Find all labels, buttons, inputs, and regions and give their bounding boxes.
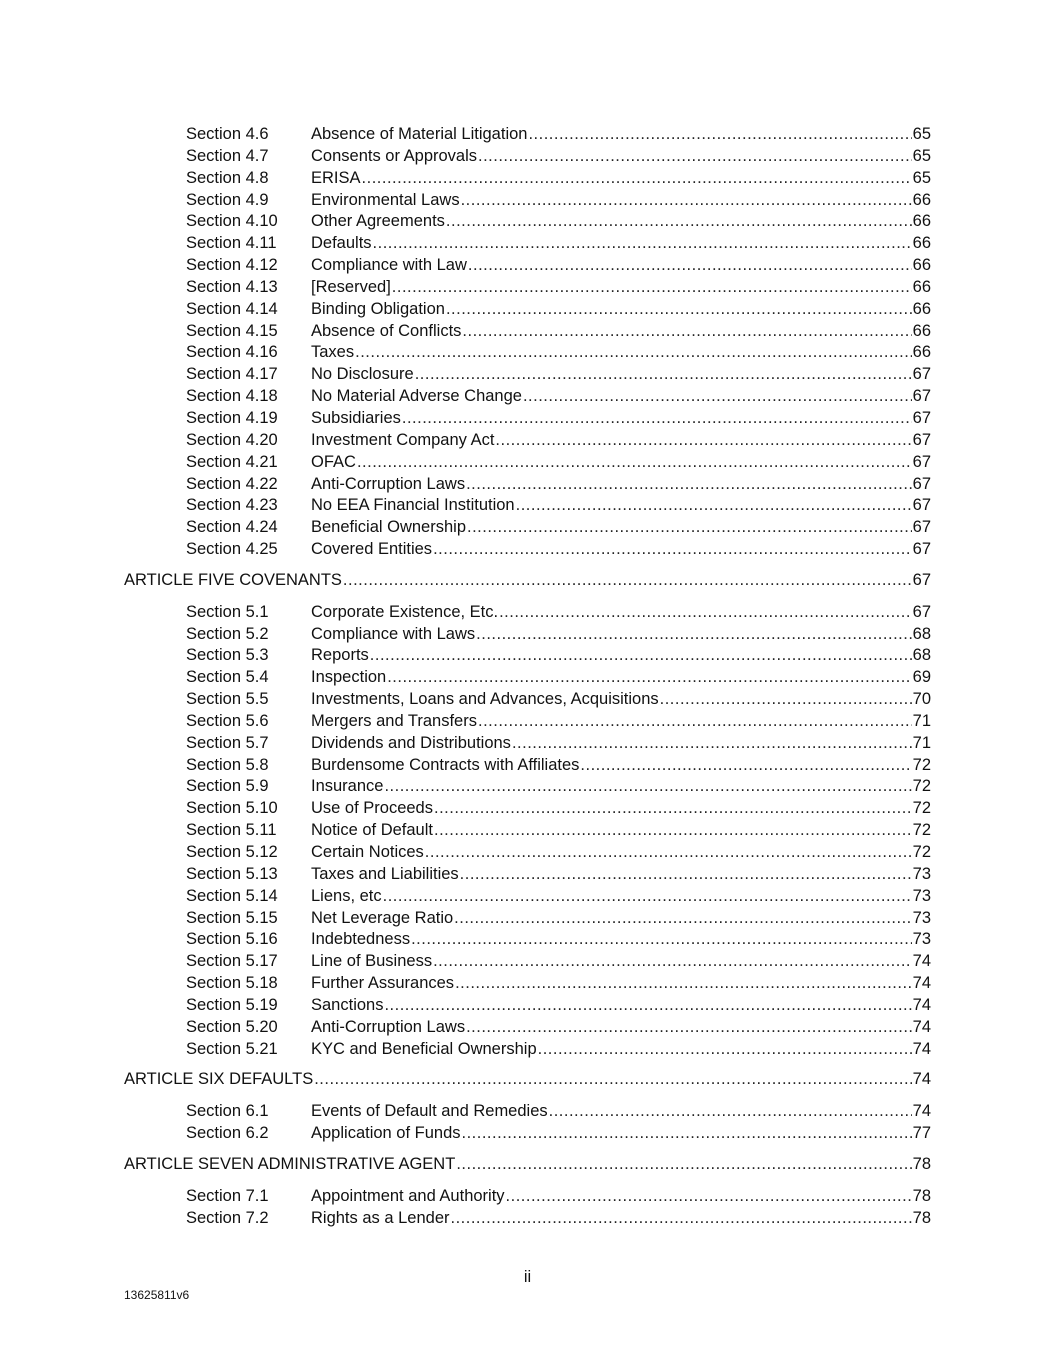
toc-section-entry	[311, 820, 931, 842]
toc-section-entry	[311, 255, 931, 277]
toc-section-row[interactable]	[0, 624, 1055, 646]
toc-section-title: Taxes	[311, 343, 355, 362]
toc-section-title: Liens, etc	[311, 886, 382, 905]
toc-section-entry	[311, 973, 931, 995]
toc-article-entry	[124, 570, 931, 592]
toc-section-row[interactable]	[0, 452, 1055, 474]
toc-section-label: Section 5.4	[186, 668, 269, 687]
toc-page-number: 74	[912, 1017, 931, 1036]
toc-section-title: Use of Proceeds	[311, 799, 433, 818]
toc-section-label: Section 4.8	[186, 168, 269, 187]
dot-leader	[478, 711, 912, 733]
toc-page-number: 73	[912, 864, 931, 883]
toc-article-title: ARTICLE SEVEN ADMINISTRATIVE AGENT	[124, 1154, 456, 1173]
toc-section-entry	[311, 364, 931, 386]
dot-leader	[446, 299, 912, 321]
toc-section-label: Section 5.21	[186, 1039, 278, 1058]
toc-section-label: Section 5.8	[186, 755, 269, 774]
toc-section-label: Section 5.18	[186, 974, 278, 993]
toc-page-number: 78	[912, 1186, 931, 1205]
dot-leader	[476, 624, 911, 646]
toc-article-row[interactable]	[0, 570, 1055, 592]
page-number: ii	[523, 1268, 532, 1286]
toc-section-title: Investments, Loans and Advances, Acquisitions	[311, 690, 659, 709]
toc-section-title: Compliance with Law	[311, 256, 467, 275]
toc-section-row[interactable]	[0, 1208, 1055, 1230]
toc-section-row[interactable]	[0, 299, 1055, 321]
toc-section-entry	[311, 233, 931, 255]
toc-section-title: Notice of Default	[311, 821, 433, 840]
toc-page-number: 67	[912, 365, 931, 384]
toc-section-label: Section 6.1	[186, 1102, 269, 1121]
toc-section-label: Section 4.7	[186, 146, 269, 165]
toc-section-entry	[311, 689, 931, 711]
toc-article-row[interactable]	[0, 1069, 1055, 1091]
toc-page-number: 68	[912, 624, 931, 643]
toc-page-number: 68	[912, 646, 931, 665]
toc-section-row[interactable]	[0, 973, 1055, 995]
dot-leader	[466, 1017, 912, 1039]
toc-section-row[interactable]	[0, 517, 1055, 539]
toc-section-row[interactable]	[0, 474, 1055, 496]
toc-page-number: 74	[912, 1039, 931, 1058]
toc-section-title: Inspection	[311, 668, 387, 687]
toc-page-number: 66	[912, 212, 931, 231]
toc-section-entry	[311, 798, 931, 820]
toc-page-number: 78	[912, 1208, 931, 1227]
dot-leader	[549, 1101, 912, 1123]
toc-section-title: No EEA Financial Institution	[311, 496, 515, 515]
dot-leader	[362, 168, 912, 190]
toc-section-label: Section 5.12	[186, 843, 278, 861]
toc-page-number: 74	[912, 974, 931, 993]
toc-section-label: Section 7.2	[186, 1208, 269, 1227]
toc-section-title: Mergers and Transfers	[311, 711, 477, 730]
toc-section-label: Section 4.24	[186, 518, 278, 537]
toc-section-label: Section 5.15	[186, 908, 278, 927]
dot-leader	[384, 776, 911, 798]
toc-page-number: 67	[912, 408, 931, 427]
toc-section-label: Section 4.22	[186, 474, 278, 493]
toc-section-label: Section 7.1	[186, 1186, 269, 1205]
toc-section-row[interactable]	[0, 277, 1055, 299]
toc-page-number: 71	[912, 733, 931, 752]
toc-page-number: 67	[912, 570, 931, 589]
toc-section-title: No Material Adverse Change	[311, 387, 522, 406]
toc-section-label: Section 5.6	[186, 711, 269, 730]
toc-section-entry	[311, 146, 931, 168]
toc-section-row[interactable]	[0, 146, 1055, 168]
document-id: 13625811v6	[124, 1288, 190, 1302]
toc-section-title: Covered Entities	[311, 540, 433, 559]
toc-section-label: Section 4.14	[186, 299, 278, 318]
toc-page-number: 66	[912, 190, 931, 209]
toc-section-title: Further Assurances	[311, 974, 455, 993]
toc-section-title: No Disclosure	[311, 365, 414, 384]
toc-section-entry	[311, 842, 931, 864]
toc-section-row[interactable]	[0, 233, 1055, 255]
toc-page-number: 65	[912, 125, 931, 143]
toc-section-label: Section 5.7	[186, 733, 269, 752]
toc-section-label: Section 5.9	[186, 777, 269, 796]
toc-section-entry	[311, 168, 931, 190]
toc-section-entry	[311, 908, 931, 930]
toc-section-title: Absence of Conflicts	[311, 321, 462, 340]
dot-leader	[467, 517, 912, 539]
toc-section-row[interactable]	[0, 951, 1055, 973]
toc-section-row[interactable]	[0, 929, 1055, 951]
toc-section-row[interactable]	[0, 1123, 1055, 1145]
dot-leader	[528, 124, 911, 146]
toc-section-row[interactable]	[0, 168, 1055, 190]
toc-page-number: 72	[912, 821, 931, 840]
toc-section-label: Section 5.3	[186, 646, 269, 665]
toc-page-number: 66	[912, 321, 931, 340]
toc-section-title: Reports	[311, 646, 369, 665]
toc-section-entry	[311, 474, 931, 496]
toc-section-title: Application of Funds	[311, 1124, 461, 1143]
toc-section-label: Section 5.5	[186, 690, 269, 709]
toc-section-entry	[311, 517, 931, 539]
toc-section-title: Sanctions	[311, 995, 384, 1014]
toc-section-row[interactable]	[0, 667, 1055, 689]
toc-section-row[interactable]	[0, 1101, 1055, 1123]
toc-section-label: Section 5.20	[186, 1017, 278, 1036]
toc-section-row[interactable]	[0, 1017, 1055, 1039]
toc-section-title: Certain Notices	[311, 843, 424, 861]
toc-page-number: 74	[912, 995, 931, 1014]
dot-leader	[433, 951, 912, 973]
dot-leader	[461, 190, 912, 212]
dot-leader	[580, 755, 911, 777]
toc-section-label: Section 4.10	[186, 212, 278, 231]
toc-section-row[interactable]	[0, 711, 1055, 733]
toc-section-row[interactable]	[0, 886, 1055, 908]
toc-section-entry	[311, 667, 931, 689]
dot-leader	[373, 233, 912, 255]
table-of-contents	[0, 124, 1055, 1230]
toc-section-label: Section 4.15	[186, 321, 278, 340]
toc-page-number: 69	[912, 668, 931, 687]
toc-section-entry	[311, 602, 931, 624]
dot-leader	[425, 842, 912, 864]
toc-section-entry	[311, 299, 931, 321]
toc-page-number: 67	[912, 452, 931, 471]
toc-page-number: 65	[912, 168, 931, 187]
toc-section-entry	[311, 1101, 931, 1123]
dot-leader	[495, 430, 911, 452]
toc-section-entry	[311, 755, 931, 777]
toc-page-number: 66	[912, 299, 931, 318]
toc-section-label: Section 5.11	[186, 821, 277, 840]
toc-section-row[interactable]	[0, 539, 1055, 561]
toc-section-row[interactable]	[0, 1039, 1055, 1061]
toc-section-title: Dividends and Distributions	[311, 733, 511, 752]
toc-section-entry	[311, 1123, 931, 1145]
toc-section-title: Binding Obligation	[311, 299, 445, 318]
dot-leader	[460, 864, 912, 886]
dot-leader	[434, 820, 912, 842]
toc-section-title: Absence of Material Litigation	[311, 125, 528, 143]
toc-section-entry	[311, 190, 931, 212]
toc-section-label: Section 5.14	[186, 886, 278, 905]
dot-leader	[433, 539, 912, 561]
toc-page-number: 67	[912, 430, 931, 449]
toc-section-entry	[311, 624, 931, 646]
toc-page-number: 72	[912, 799, 931, 818]
dot-leader	[454, 908, 911, 930]
dot-leader	[355, 342, 912, 364]
toc-section-row[interactable]	[0, 842, 1055, 864]
dot-leader	[402, 408, 912, 430]
toc-section-entry	[311, 886, 931, 908]
toc-section-entry	[311, 995, 931, 1017]
toc-article-title: ARTICLE SIX DEFAULTS	[124, 1070, 314, 1089]
toc-section-row[interactable]	[0, 211, 1055, 233]
toc-section-label: Section 4.9	[186, 190, 269, 209]
toc-page-number: 72	[912, 777, 931, 796]
toc-page-number: 74	[912, 952, 931, 971]
toc-section-label: Section 4.17	[186, 365, 278, 384]
toc-section-title: Corporate Existence, Etc.	[311, 602, 499, 621]
toc-section-row[interactable]	[0, 776, 1055, 798]
toc-section-title: Environmental Laws	[311, 190, 460, 209]
toc-section-entry	[311, 342, 931, 364]
toc-section-row[interactable]	[0, 495, 1055, 517]
toc-section-row[interactable]	[0, 190, 1055, 212]
toc-section-entry	[311, 864, 931, 886]
toc-section-row[interactable]	[0, 124, 1055, 146]
toc-section-title: Insurance	[311, 777, 384, 796]
toc-page-number: 74	[912, 1102, 931, 1121]
toc-section-row[interactable]	[0, 364, 1055, 386]
toc-section-title: Other Agreements	[311, 212, 445, 231]
toc-section-title: Events of Default and Remedies	[311, 1102, 548, 1121]
toc-section-label: Section 4.13	[186, 277, 278, 296]
toc-section-label: Section 4.23	[186, 496, 278, 515]
dot-leader	[523, 386, 912, 408]
toc-section-label: Section 4.11	[186, 234, 277, 253]
toc-section-label: Section 4.12	[186, 256, 278, 275]
dot-leader	[462, 1123, 912, 1145]
toc-page-number: 67	[912, 496, 931, 515]
toc-section-title: Line of Business	[311, 952, 433, 971]
toc-section-title: Burdensome Contracts with Affiliates	[311, 755, 580, 774]
toc-section-row[interactable]	[0, 408, 1055, 430]
toc-section-entry	[311, 277, 931, 299]
toc-page-number: 66	[912, 277, 931, 296]
toc-section-title: Compliance with Laws	[311, 624, 476, 643]
dot-leader	[456, 1154, 911, 1176]
toc-section-entry	[311, 1208, 931, 1230]
toc-section-row[interactable]	[0, 321, 1055, 343]
toc-section-title: Investment Company Act	[311, 430, 495, 449]
dot-leader	[462, 321, 911, 343]
toc-section-row[interactable]	[0, 1186, 1055, 1208]
dot-leader	[538, 1039, 912, 1061]
toc-section-label: Section 4.21	[186, 452, 278, 471]
toc-page-number: 73	[912, 908, 931, 927]
toc-article-entry	[124, 1154, 931, 1176]
toc-section-entry	[311, 211, 931, 233]
toc-section-entry	[311, 1186, 931, 1208]
dot-leader	[370, 645, 912, 667]
toc-section-label: Section 5.2	[186, 624, 269, 643]
toc-section-entry	[311, 321, 931, 343]
toc-section-label: Section 5.19	[186, 995, 278, 1014]
toc-section-title: Anti-Corruption Laws	[311, 474, 466, 493]
toc-section-label: Section 4.18	[186, 387, 278, 406]
toc-page-number: 72	[912, 843, 931, 861]
dot-leader	[506, 1186, 912, 1208]
toc-section-entry	[311, 539, 931, 561]
toc-section-title: Consents or Approvals	[311, 146, 478, 165]
toc-page-number: 72	[912, 755, 931, 774]
toc-section-entry	[311, 1039, 931, 1061]
toc-page-number: 66	[912, 343, 931, 362]
toc-page-number: 66	[912, 256, 931, 275]
toc-page-number: 67	[912, 518, 931, 537]
toc-section-title: Beneficial Ownership	[311, 518, 466, 537]
toc-page-number: 70	[912, 690, 931, 709]
toc-section-entry	[311, 929, 931, 951]
toc-section-entry	[311, 645, 931, 667]
toc-section-label: Section 5.10	[186, 799, 278, 818]
dot-leader	[516, 495, 912, 517]
toc-section-row[interactable]	[0, 689, 1055, 711]
toc-section-entry	[311, 951, 931, 973]
toc-article-row[interactable]	[0, 1154, 1055, 1176]
toc-page-number: 78	[912, 1154, 931, 1173]
toc-section-row[interactable]	[0, 820, 1055, 842]
toc-section-label: Section 4.20	[186, 430, 278, 449]
toc-section-row[interactable]	[0, 645, 1055, 667]
toc-section-title: Rights as a Lender	[311, 1208, 450, 1227]
dot-leader	[383, 886, 912, 908]
toc-section-label: Section 4.19	[186, 408, 278, 427]
toc-section-label: Section 5.16	[186, 930, 278, 949]
dot-leader	[466, 474, 912, 496]
toc-section-title: Taxes and Liabilities	[311, 864, 459, 883]
dot-leader	[434, 798, 912, 820]
toc-section-row[interactable]	[0, 386, 1055, 408]
dot-leader	[455, 973, 912, 995]
toc-page-number: 77	[912, 1124, 931, 1143]
toc-section-row[interactable]	[0, 864, 1055, 886]
toc-page-number: 67	[912, 602, 931, 621]
dot-leader	[387, 667, 911, 689]
toc-section-title: Defaults	[311, 234, 372, 253]
toc-page-number: 71	[912, 711, 931, 730]
toc-page-number: 73	[912, 886, 931, 905]
toc-page-number: 73	[912, 930, 931, 949]
dot-leader	[343, 570, 912, 592]
toc-page-number: 67	[912, 540, 931, 559]
toc-section-title: Anti-Corruption Laws	[311, 1017, 466, 1036]
dot-leader	[384, 995, 911, 1017]
dot-leader	[468, 255, 912, 277]
toc-section-row[interactable]	[0, 255, 1055, 277]
toc-page-number: 74	[912, 1070, 931, 1089]
dot-leader	[512, 733, 912, 755]
toc-section-row[interactable]	[0, 908, 1055, 930]
toc-section-title: Appointment and Authority	[311, 1186, 505, 1205]
toc-section-row[interactable]	[0, 602, 1055, 624]
toc-section-row[interactable]	[0, 755, 1055, 777]
toc-section-entry	[311, 408, 931, 430]
toc-section-label: Section 4.16	[186, 343, 278, 362]
toc-section-entry	[311, 386, 931, 408]
toc-section-label: Section 4.25	[186, 540, 278, 559]
toc-section-entry	[311, 776, 931, 798]
toc-page-number: 66	[912, 234, 931, 253]
dot-leader	[314, 1069, 911, 1091]
toc-page-number: 67	[912, 387, 931, 406]
toc-section-entry	[311, 430, 931, 452]
toc-section-row[interactable]	[0, 430, 1055, 452]
dot-leader	[478, 146, 912, 168]
toc-page-number: 67	[912, 474, 931, 493]
toc-section-title: OFAC	[311, 452, 356, 471]
toc-section-entry	[311, 711, 931, 733]
toc-section-entry	[311, 495, 931, 517]
toc-section-entry	[311, 1017, 931, 1039]
toc-page-number: 65	[912, 146, 931, 165]
toc-section-title: ERISA	[311, 168, 361, 187]
toc-section-title: Indebtedness	[311, 930, 411, 949]
dot-leader	[415, 364, 912, 386]
toc-section-label: Section 6.2	[186, 1124, 269, 1143]
toc-section-row[interactable]	[0, 995, 1055, 1017]
toc-section-entry	[311, 452, 931, 474]
toc-section-label: Section 5.13	[186, 864, 278, 883]
dot-leader	[411, 929, 912, 951]
dot-leader	[499, 602, 912, 624]
dot-leader	[451, 1208, 912, 1230]
toc-section-row[interactable]	[0, 798, 1055, 820]
toc-article-entry	[124, 1069, 931, 1091]
toc-section-label: Section 5.1	[186, 602, 269, 621]
toc-section-row[interactable]	[0, 733, 1055, 755]
toc-section-row[interactable]	[0, 342, 1055, 364]
dot-leader	[660, 689, 912, 711]
toc-section-title: [Reserved]	[311, 277, 391, 296]
dot-leader	[357, 452, 912, 474]
toc-section-label: Section 4.6	[186, 125, 269, 143]
toc-section-label: Section 5.17	[186, 952, 278, 971]
toc-section-entry	[311, 124, 931, 146]
dot-leader	[446, 211, 912, 233]
toc-section-title: Net Leverage Ratio	[311, 908, 454, 927]
toc-section-title: KYC and Beneficial Ownership	[311, 1039, 537, 1058]
toc-section-entry	[311, 733, 931, 755]
toc-article-title: ARTICLE FIVE COVENANTS	[124, 570, 342, 589]
dot-leader	[392, 277, 912, 299]
toc-section-title: Subsidiaries	[311, 408, 401, 427]
